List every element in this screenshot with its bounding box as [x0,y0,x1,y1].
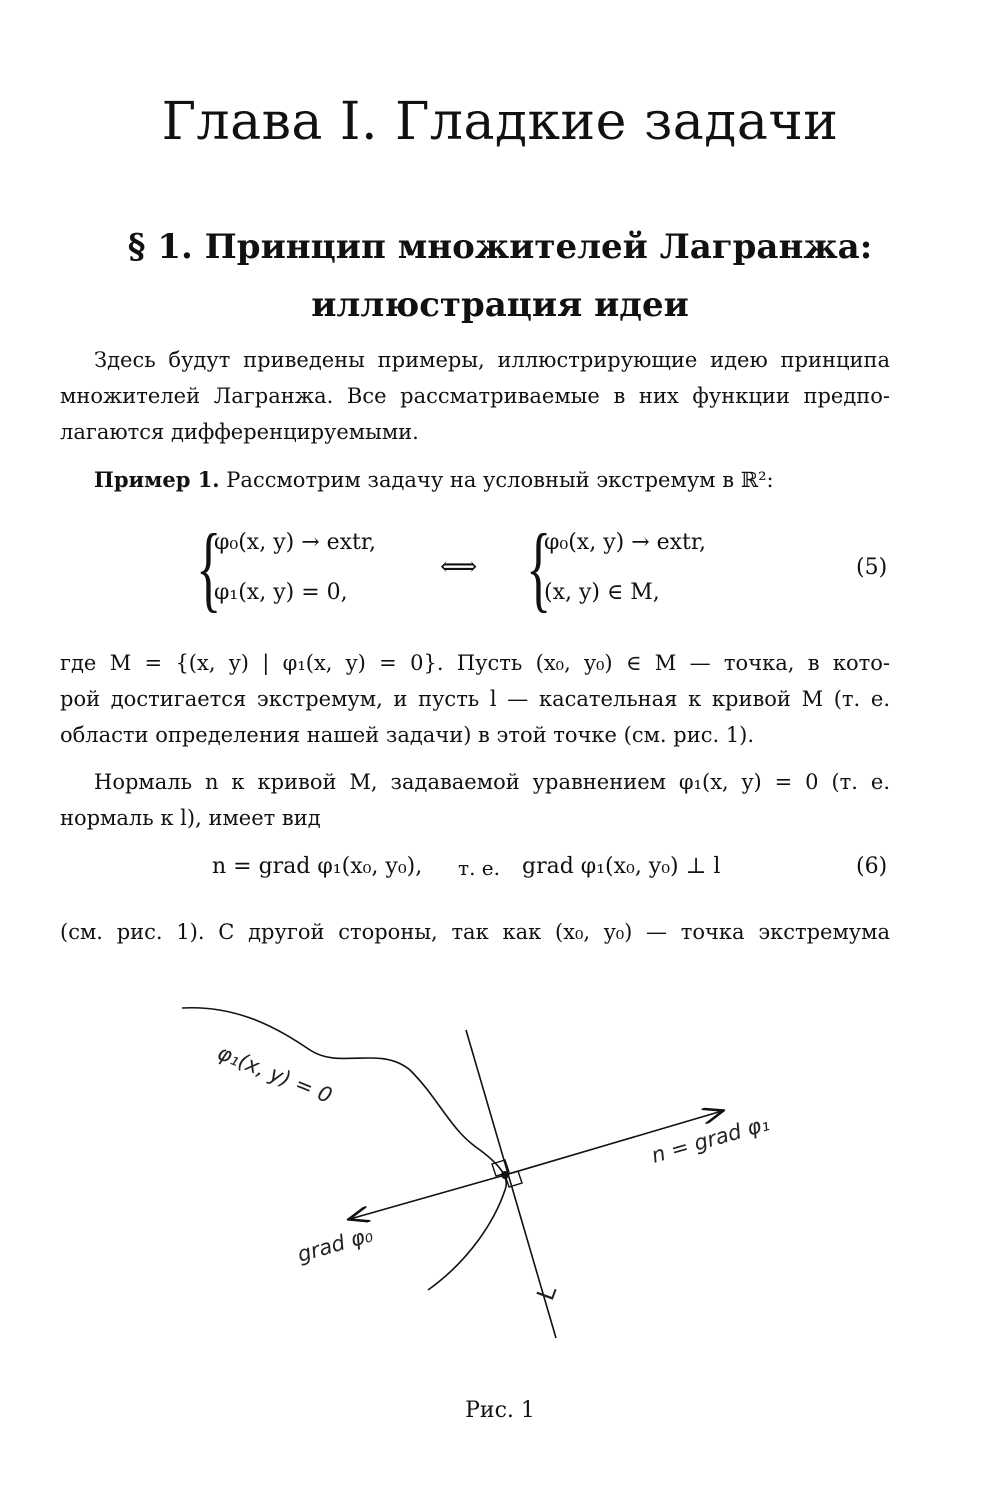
grad-phi0-label: grad φ₀ [294,1222,376,1267]
intro-line: множителей Лагранжа. Все рассматриваемые в них функции предпо- [60,384,890,408]
curve-label: φ₁(x, y) = 0 [214,1040,336,1109]
normal-label: n = grad φ₁ [648,1111,773,1168]
chapter-title: Глава I. Гладкие задачи [161,92,839,152]
system-right-line2: (x, y) ∈ M, [544,580,660,605]
example-label: Пример 1. [94,467,220,492]
system-left-line2: φ₁(x, y) = 0, [214,580,348,605]
equivalence-symbol: ⟺ [440,552,478,582]
system-right-line1: φ₀(x, y) → extr, [544,530,706,555]
para2-line: рой достигается экстремум, и пусть l — касательная к кривой M (т. е. [60,687,890,711]
left-brace: { [196,514,222,621]
para2-line: области определения нашей задачи) в этой точке (см. рис. 1). [60,723,755,747]
tangent-label: L [531,1281,563,1305]
example-text: Рассмотрим задачу на условный экстремум в ℝ²: [219,468,774,492]
para2-line: где M = {(x, y) | φ₁(x, y) = 0}. Пусть (x₀, y₀) ∈ M — точка, в кото- [60,651,890,675]
para4-line: (см. рис. 1). С другой стороны, так как (x₀, y₀) — точка экстремума [60,920,890,944]
system-left-line1: φ₀(x, y) → extr, [214,530,376,555]
equation-number-6: (6) [856,854,888,879]
para3-line: Нормаль n к кривой M, задаваемой уравнением φ₁(x, y) = 0 (т. е. [94,770,890,794]
eq6-left: n = grad φ₁(x₀, y₀), [212,854,423,879]
right-brace: { [526,514,552,621]
section-title-line2: иллюстрация идеи [311,285,689,325]
eq6-middle: т. е. [458,856,500,880]
equation-number-5: (5) [856,555,888,580]
figure-caption: Рис. 1 [465,1398,535,1423]
para3-line: нормаль к l), имеет вид [60,806,321,830]
section-title-line1: § 1. Принцип множителей Лагранжа: [127,227,873,267]
grad-phi0-vector-line [350,1175,505,1219]
intro-line: лагаются дифференцируемыми. [60,420,419,444]
intro-line: Здесь будут приведены примеры, иллюстрирующие идею принципа [94,348,890,372]
eq6-right: grad φ₁(x₀, y₀) ⊥ l [522,854,721,879]
